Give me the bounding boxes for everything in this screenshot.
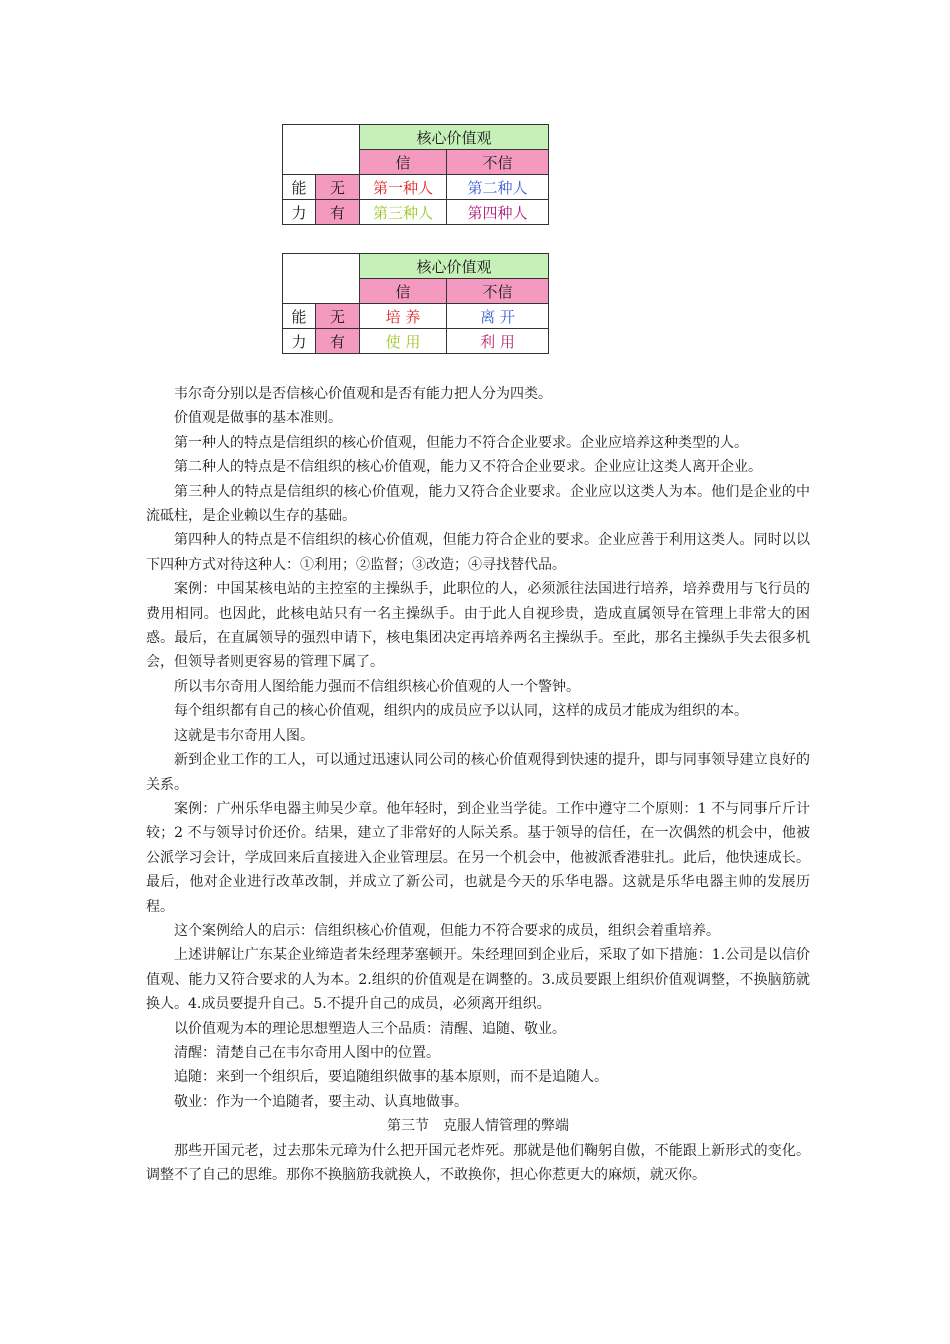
paragraph: 新到企业工作的工人，可以通过迅速认同公司的核心价值观得到快速的提升，即与同事领导建立良好的关系。	[146, 752, 810, 793]
paragraph: 追随：来到一个组织后，要追随组织做事的基本原则，而不是追随人。	[174, 1069, 608, 1086]
core-values-header: 核心价值观	[360, 254, 549, 279]
has-ability-row-header: 有	[316, 200, 360, 225]
ability-label-bottom: 力	[283, 329, 316, 354]
closing-paragraph: 那些开国元老，过去那朱元璋为什么把开国元老炸死。那就是他们鞠躬自傲，不能跟上新形式的变化。调整不了自己的思维。那你不换脑筋我就换人，不敢换你，担心你惹更大的麻烦，就灭你。	[146, 1142, 810, 1183]
paragraph: 上述讲解让广东某企业缔造者朱经理茅塞顿开。朱经理回到企业后，采取了如下措施：1.公司是以信价值观、能力又符合要求的人为本。2.组织的价值观是在调整的。3.成员要跟上组织价值观调整，不换脑筋就换人。4.成员要提升自己。5.不提升自己的成员，必须离开组织。	[146, 947, 810, 1013]
paragraph: 案例：中国某核电站的主控室的主操纵手，此职位的人，必须派往法国进行培养，培养费用与飞行员的费用相同。也因此，此核电站只有一名主操纵手。由于此人自视珍贵，造成直属领导在管理上非常大的困惑。最后，在直属领导的强烈申请下，核电集团决定再培养两名主操纵手。至此，那名主操纵手失去很多机会，但领导者则更容易的管理下属了。	[146, 581, 810, 671]
paragraph: 敬业：作为一个追随者，要主动、认真地做事。	[174, 1093, 468, 1110]
employ-cell: 使 用	[360, 329, 447, 354]
type-2-cell: 第二种人	[447, 175, 549, 200]
believe-column-header: 信	[360, 150, 447, 175]
paragraph: 这个案例给人的启示：信组织核心价值观，但能力不符合要求的成员，组织会着重培养。	[174, 922, 720, 939]
body-text	[146, 382, 810, 1187]
no-ability-row-header: 无	[316, 304, 360, 329]
type-3-cell: 第三种人	[360, 200, 447, 225]
section-heading: 第三节 克服人情管理的弊端	[387, 1118, 569, 1135]
paragraph: 第二种人的特点是不信组织的核心价值观，能力又不符合企业要求。企业应让这类人离开企业。	[174, 459, 762, 476]
paragraph: 每个组织都有自己的核心价值观，组织内的成员应予以认同，这样的成员才能成为组织的本。	[174, 703, 748, 720]
paragraph: 案例：广州乐华电器主帅吴少章。他年轻时，到企业当学徒。工作中遵守二个原则：1 不与同事斤斤计较；2 不与领导讨价还价。结果，建立了非常好的人际关系。基于领导的信任，在一次偶然的机会中，他被公派学习会计，学成回来后直接进入企业管理层。在另一个机会中，他被派香港驻扎。此后，他快速成长。最后，他对企业进行改革改制，并成立了新公司，也就是今天的乐华电器。这就是乐华电器主帅的发展历程。	[146, 800, 810, 915]
table-corner-cell	[283, 254, 360, 304]
paragraph: 第四种人的特点是不信组织的核心价值观，但能力符合企业的要求。企业应善于利用这类人。同时以以下四种方式对待这种人：①利用；②监督；③改造；④寻找替代品。	[146, 532, 810, 573]
paragraph: 以价值观为本的理论思想塑造人三个品质：清醒、追随、敬业。	[174, 1020, 566, 1037]
paragraph: 第三种人的特点是信组织的核心价值观，能力又符合企业要求。企业应以这类人为本。他们是企业的中流砥柱，是企业赖以生存的基础。	[146, 483, 810, 525]
not-believe-column-header: 不信	[447, 150, 549, 175]
type-4-cell: 第四种人	[447, 200, 549, 225]
type-1-cell: 第一种人	[360, 175, 447, 200]
has-ability-row-header: 有	[316, 329, 360, 354]
believe-column-header: 信	[360, 279, 447, 304]
not-believe-column-header: 不信	[447, 279, 549, 304]
paragraph: 韦尔奇分别以是否信核心价值观和是否有能力把人分为四类。	[174, 386, 552, 402]
cultivate-cell: 培 养	[360, 304, 447, 329]
leave-cell: 离 开	[447, 304, 549, 329]
utilize-cell: 利 用	[447, 329, 549, 354]
paragraph: 价值观是做事的基本准则。	[174, 410, 342, 427]
ability-label-top: 能	[283, 175, 316, 200]
core-values-header: 核心价值观	[360, 125, 549, 150]
paragraph: 第一种人的特点是信组织的核心价值观，但能力不符合企业要求。企业应培养这种类型的人。	[174, 434, 748, 451]
paragraph: 这就是韦尔奇用人图。	[174, 727, 314, 744]
ability-label-bottom: 力	[283, 200, 316, 225]
weiqi-matrix-table-1	[282, 124, 549, 225]
no-ability-row-header: 无	[316, 175, 360, 200]
weiqi-matrix-table-2	[282, 253, 549, 354]
table-corner-cell	[283, 125, 360, 175]
ability-label-top: 能	[283, 304, 316, 329]
paragraph: 清醒：清楚自己在韦尔奇用人图中的位置。	[174, 1044, 440, 1061]
paragraph: 所以韦尔奇用人图给能力强而不信组织核心价值观的人一个警钟。	[174, 678, 580, 695]
